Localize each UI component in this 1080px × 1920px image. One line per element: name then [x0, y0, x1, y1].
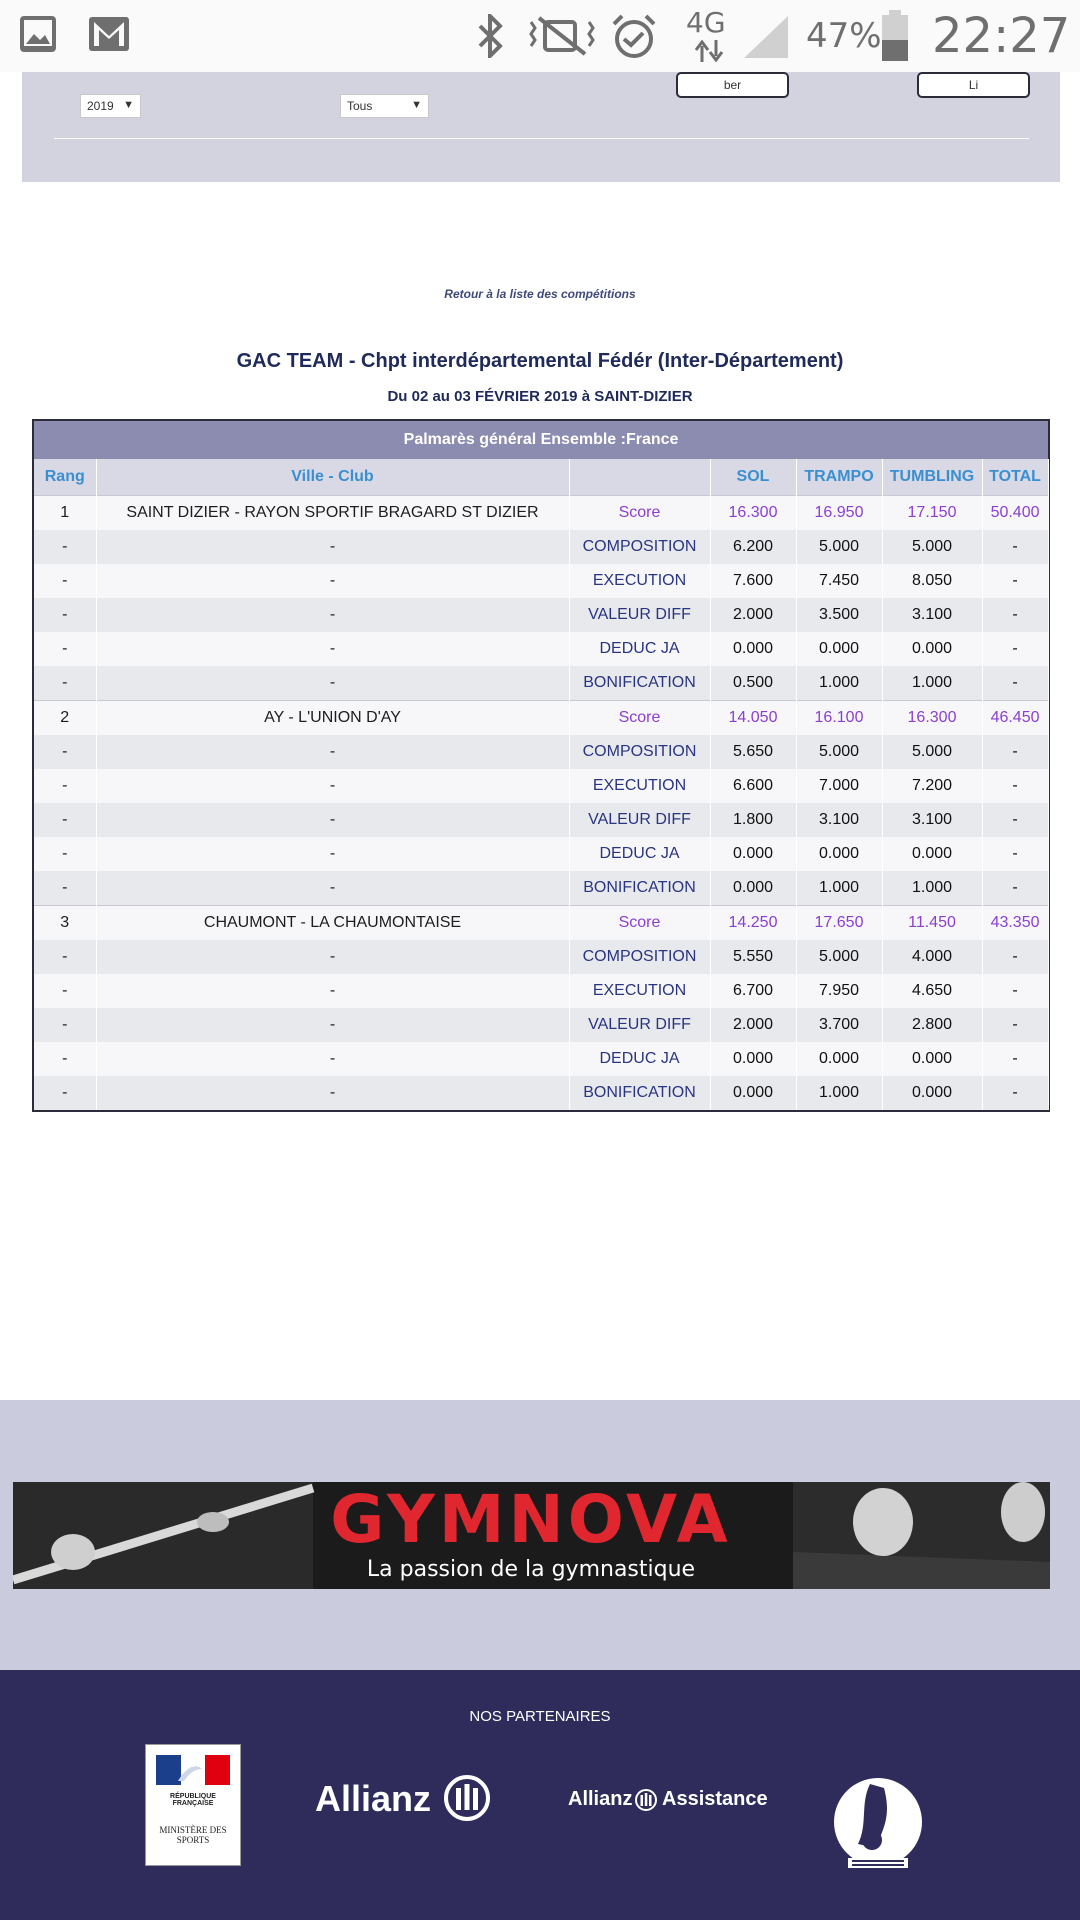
table-cell: Score	[569, 496, 710, 531]
table-cell: -	[96, 666, 569, 701]
table-cell: 16.950	[796, 496, 882, 531]
table-cell: 3	[34, 906, 96, 941]
table-cell: -	[34, 1076, 96, 1110]
table-cell: -	[96, 735, 569, 769]
table-row	[34, 769, 1048, 803]
table-cell: 0.000	[710, 1076, 796, 1110]
table-row	[34, 803, 1048, 837]
table-row	[34, 1042, 1048, 1076]
table-cell: -	[34, 837, 96, 871]
table-cell: -	[982, 666, 1048, 701]
table-cell: 17.650	[796, 906, 882, 941]
table-cell: -	[96, 632, 569, 666]
table-cell: 3.100	[882, 803, 982, 837]
table-cell: 46.450	[982, 701, 1048, 736]
category-select-value: Tous	[347, 99, 373, 113]
gymnova-tagline: La passion de la gymnastique	[366, 1557, 696, 1582]
republique-label: RÉPUBLIQUE FRANÇAISE	[170, 1793, 216, 1807]
column-header: TRAMPO	[796, 459, 882, 496]
table-cell: 3.100	[796, 803, 882, 837]
table-cell: 5.000	[796, 940, 882, 974]
table-cell: 0.000	[882, 1076, 982, 1110]
table-cell: -	[982, 974, 1048, 1008]
table-cell: COMPOSITION	[569, 530, 710, 564]
table-cell: 0.000	[882, 632, 982, 666]
table-cell: -	[34, 632, 96, 666]
ministere-sports-logo[interactable]	[145, 1744, 241, 1866]
return-to-competitions-link[interactable]: Retour à la liste des compétitions	[444, 287, 636, 301]
table-row	[34, 701, 1048, 736]
table-row	[34, 1076, 1048, 1110]
table-row	[34, 1008, 1048, 1042]
year-select-value: 2019	[87, 99, 114, 113]
table-cell: COMPOSITION	[569, 735, 710, 769]
table-cell: -	[982, 632, 1048, 666]
table-cell: -	[34, 666, 96, 701]
table-cell: DEDUC JA	[569, 1042, 710, 1076]
table-cell: -	[96, 598, 569, 632]
table-cell: -	[34, 974, 96, 1008]
table-cell: 7.950	[796, 974, 882, 1008]
filter-panel	[22, 72, 1060, 182]
table-row	[34, 496, 1048, 531]
table-cell: 16.300	[710, 496, 796, 531]
table-cell: -	[982, 871, 1048, 906]
table-cell: -	[96, 564, 569, 598]
table-cell: -	[982, 1076, 1048, 1110]
network-type: 4G	[686, 6, 726, 39]
table-cell: 11.450	[882, 906, 982, 941]
table-cell: BONIFICATION	[569, 666, 710, 701]
ministere-label: MINISTÈRE DES SPORTS	[159, 1825, 227, 1845]
table-caption: Palmarès général Ensemble :France	[34, 421, 1048, 459]
results-table	[32, 419, 1050, 1112]
table-cell: 5.550	[710, 940, 796, 974]
dropdown-arrow-icon: ▼	[123, 99, 134, 111]
filter-button-1[interactable]: ber	[676, 72, 789, 98]
table-cell: 5.000	[796, 735, 882, 769]
table-cell: -	[982, 598, 1048, 632]
table-cell: 17.150	[882, 496, 982, 531]
table-cell: 1.800	[710, 803, 796, 837]
column-header: Ville - Club	[96, 459, 569, 496]
table-cell: -	[34, 530, 96, 564]
table-cell: AY - L'UNION D'AY	[96, 701, 569, 736]
allianz-eagle-icon	[443, 1774, 491, 1822]
table-cell: -	[34, 564, 96, 598]
table-cell: -	[982, 735, 1048, 769]
table-cell: VALEUR DIFF	[569, 1008, 710, 1042]
table-cell: -	[96, 871, 569, 906]
table-cell: -	[982, 940, 1048, 974]
column-header	[569, 459, 710, 496]
allianz-assistance-suffix: Assistance	[662, 1788, 768, 1810]
column-header: TUMBLING	[882, 459, 982, 496]
filter-button-2[interactable]: Li	[917, 72, 1030, 98]
footer	[0, 1670, 1080, 1920]
table-cell: -	[982, 530, 1048, 564]
bluetooth-icon	[474, 14, 506, 58]
table-cell: EXECUTION	[569, 564, 710, 598]
year-select[interactable]	[80, 94, 141, 118]
table-cell: -	[96, 769, 569, 803]
table-cell: 5.000	[882, 735, 982, 769]
table-cell: Score	[569, 906, 710, 941]
table-cell: DEDUC JA	[569, 837, 710, 871]
partners-title: NOS PARTENAIRES	[469, 1708, 611, 1725]
vibrate-mute-icon	[527, 14, 597, 58]
table-cell: DEDUC JA	[569, 632, 710, 666]
table-cell: 0.000	[710, 1042, 796, 1076]
gallery-icon	[18, 14, 58, 54]
table-cell: -	[34, 735, 96, 769]
table-cell: 8.050	[882, 564, 982, 598]
table-cell: 0.000	[882, 837, 982, 871]
table-row	[34, 598, 1048, 632]
category-select[interactable]	[340, 94, 429, 118]
table-cell: 1.000	[882, 666, 982, 701]
table-cell: 5.000	[796, 530, 882, 564]
table-cell: 14.050	[710, 701, 796, 736]
gymnova-banner[interactable]	[13, 1482, 1050, 1589]
table-cell: SAINT DIZIER - RAYON SPORTIF BRAGARD ST DIZIER	[96, 496, 569, 531]
table-row	[34, 564, 1048, 598]
table-cell: -	[982, 1008, 1048, 1042]
table-cell: 6.700	[710, 974, 796, 1008]
table-cell: 50.400	[982, 496, 1048, 531]
table-cell: 1	[34, 496, 96, 531]
battery-icon	[880, 10, 910, 62]
table-cell: 7.200	[882, 769, 982, 803]
table-cell: 14.250	[710, 906, 796, 941]
table-cell: 1.000	[796, 1076, 882, 1110]
table-cell: VALEUR DIFF	[569, 803, 710, 837]
competition-dates: Du 02 au 03 FÉVRIER 2019 à SAINT-DIZIER	[387, 388, 693, 405]
table-cell: -	[96, 974, 569, 1008]
table-row	[34, 871, 1048, 906]
allianz-eagle-icon	[634, 1788, 658, 1812]
table-cell: 0.000	[796, 1042, 882, 1076]
table-cell: -	[96, 530, 569, 564]
table-cell: -	[96, 940, 569, 974]
table-cell: BONIFICATION	[569, 871, 710, 906]
table-cell: 2.000	[710, 598, 796, 632]
dropdown-arrow-icon: ▼	[411, 99, 422, 111]
table-cell: 43.350	[982, 906, 1048, 941]
table-cell: 7.000	[796, 769, 882, 803]
table-cell: CHAUMONT - LA CHAUMONTAISE	[96, 906, 569, 941]
table-cell: -	[96, 1042, 569, 1076]
table-cell: 1.000	[882, 871, 982, 906]
table-cell: 16.100	[796, 701, 882, 736]
table-cell: 6.600	[710, 769, 796, 803]
cell-signal-icon	[742, 14, 790, 60]
table-cell: 2.800	[882, 1008, 982, 1042]
data-arrows-icon	[694, 40, 724, 62]
table-row	[34, 906, 1048, 941]
gymnova-logo: GYMNOVA	[330, 1482, 732, 1558]
table-cell: COMPOSITION	[569, 940, 710, 974]
table-cell: -	[982, 803, 1048, 837]
table-cell: -	[34, 598, 96, 632]
table-cell: 4.650	[882, 974, 982, 1008]
allianz-assistance-logo[interactable]	[568, 1786, 768, 1816]
table-cell: -	[96, 837, 569, 871]
column-header: TOTAL	[982, 459, 1048, 496]
table-cell: EXECUTION	[569, 769, 710, 803]
table-cell: 3.700	[796, 1008, 882, 1042]
gymnova-banner-art	[13, 1482, 1050, 1589]
table-cell: 5.000	[882, 530, 982, 564]
table-cell: 5.650	[710, 735, 796, 769]
table-cell: 7.450	[796, 564, 882, 598]
table-cell: 1.000	[796, 666, 882, 701]
table-cell: VALEUR DIFF	[569, 598, 710, 632]
gmail-icon	[88, 16, 130, 52]
allianz-text: Allianz	[315, 1778, 432, 1819]
status-bar	[0, 0, 1080, 72]
competition-title: GAC TEAM - Chpt interdépartemental Fédér (Inter-Département)	[236, 350, 844, 372]
table-cell: 0.000	[882, 1042, 982, 1076]
table-cell: -	[34, 940, 96, 974]
table-row	[34, 666, 1048, 701]
table-cell: 4.000	[882, 940, 982, 974]
table-row	[34, 735, 1048, 769]
table-cell: -	[982, 1042, 1048, 1076]
association-logo[interactable]	[830, 1774, 926, 1874]
table-row	[34, 974, 1048, 1008]
table-cell: -	[34, 871, 96, 906]
marianne-icon	[156, 1755, 230, 1785]
table-row	[34, 632, 1048, 666]
alarm-icon	[610, 12, 658, 60]
table-cell: 6.200	[710, 530, 796, 564]
table-cell: 0.000	[796, 632, 882, 666]
table-cell: -	[34, 769, 96, 803]
table-row	[34, 837, 1048, 871]
table-cell: 0.000	[710, 837, 796, 871]
table-cell: 0.500	[710, 666, 796, 701]
table-cell: 1.000	[796, 871, 882, 906]
table-row	[34, 530, 1048, 564]
table-cell: -	[96, 803, 569, 837]
table-cell: 16.300	[882, 701, 982, 736]
table-cell: 7.600	[710, 564, 796, 598]
battery-percent: 47%	[806, 16, 882, 56]
allianz-assistance-text: Allianz	[568, 1788, 633, 1810]
table-cell: -	[982, 837, 1048, 871]
sponsor-band	[0, 1400, 1080, 1670]
table-cell: 2	[34, 701, 96, 736]
table-cell: EXECUTION	[569, 974, 710, 1008]
column-header: Rang	[34, 459, 96, 496]
table-cell: 0.000	[710, 632, 796, 666]
table-cell: -	[982, 769, 1048, 803]
table-cell: -	[96, 1076, 569, 1110]
table-cell: -	[34, 1042, 96, 1076]
clock: 22:27	[932, 8, 1071, 64]
table-cell: -	[982, 564, 1048, 598]
table-cell: 2.000	[710, 1008, 796, 1042]
column-header: SOL	[710, 459, 796, 496]
allianz-logo[interactable]	[315, 1774, 495, 1824]
table-cell: 3.100	[882, 598, 982, 632]
table-cell: BONIFICATION	[569, 1076, 710, 1110]
table-cell: -	[34, 1008, 96, 1042]
table-row	[34, 940, 1048, 974]
table-cell: -	[34, 803, 96, 837]
table-cell: 0.000	[710, 871, 796, 906]
table-cell: 3.500	[796, 598, 882, 632]
table-cell: Score	[569, 701, 710, 736]
table-cell: -	[96, 1008, 569, 1042]
divider	[54, 138, 1029, 139]
table-cell: 0.000	[796, 837, 882, 871]
